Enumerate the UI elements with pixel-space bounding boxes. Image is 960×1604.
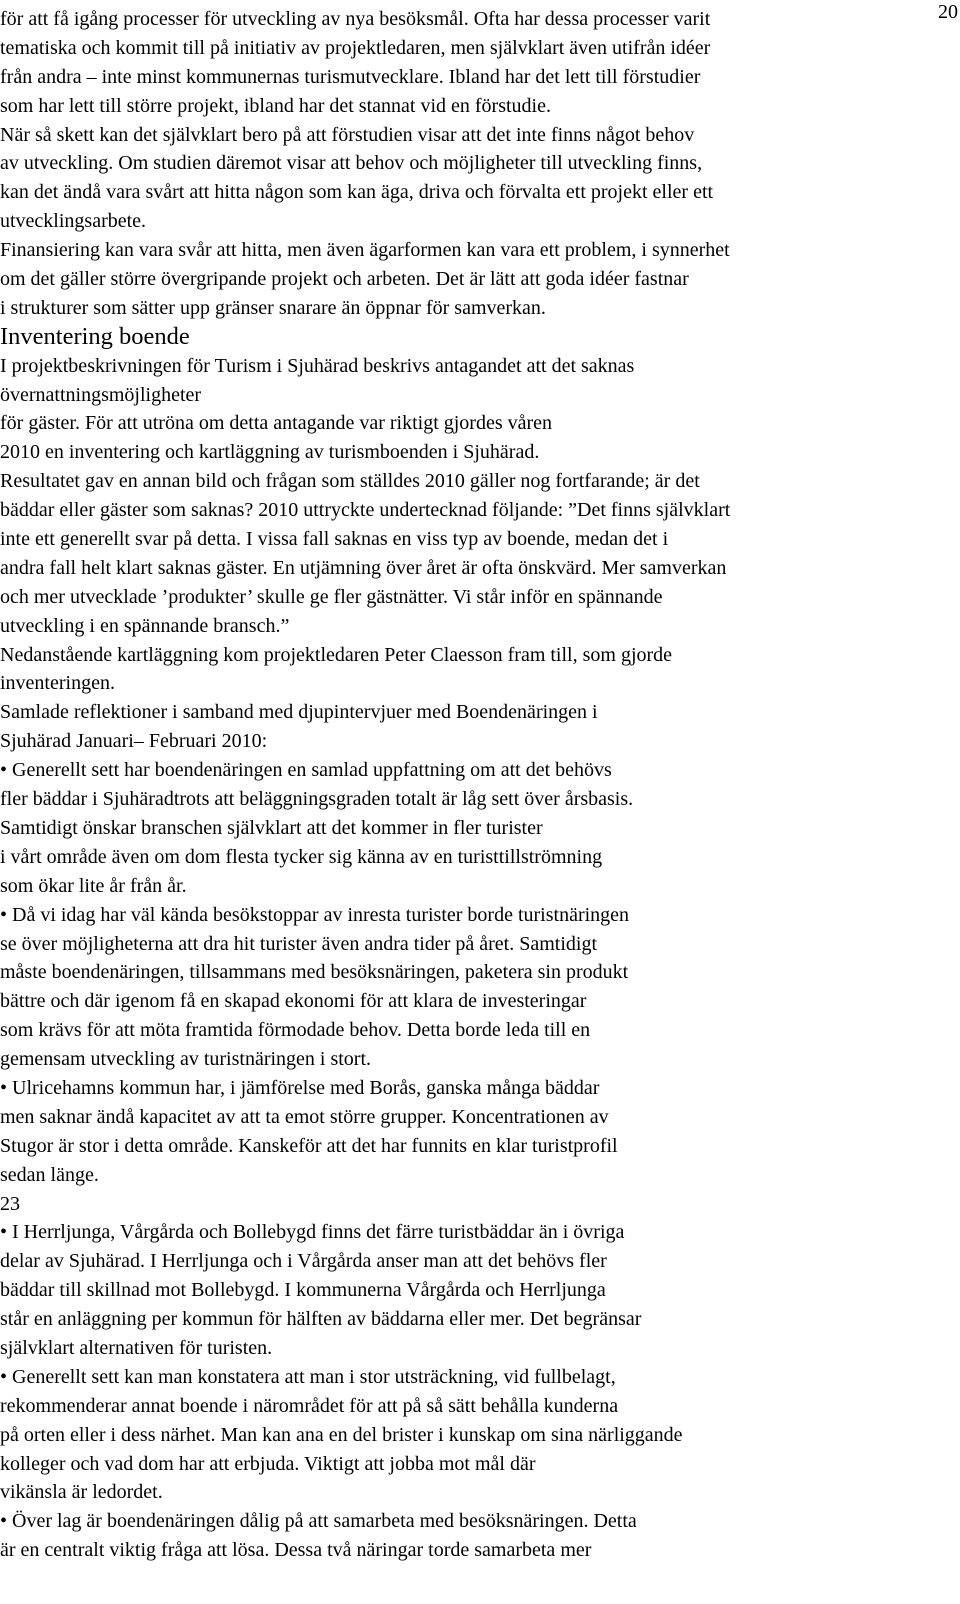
- text-line: Samtidigt önskar branschen självklart att det kommer in fler turister: [0, 816, 543, 839]
- text-line: för att få igång processer för utveckling av nya besöksmål. Ofta har dessa processer varit: [0, 8, 711, 30]
- text-line: tematiska och kommit till på initiativ av projektledaren, men självklart även utifrån idéer: [0, 36, 711, 59]
- text-line: i vårt område även om dom flesta tycker sig känna av en turisttillströmning: [0, 845, 603, 868]
- text-line: kolleger och vad dom har att erbjuda. Viktigt att jobba mot mål där: [0, 1452, 536, 1475]
- page-number: 20: [938, 1, 958, 23]
- bullet-line: • Generellt sett kan man konstatera att man i stor utsträckning, vid fullbelagt,: [0, 1365, 616, 1388]
- text-line: När så skett kan det självklart bero på att förstudien visar att det inte finns något behov: [0, 123, 695, 146]
- text-line: bättre och där igenom få en skapad ekonomi för att klara de investeringar: [0, 990, 587, 1013]
- text-line: för gäster. För att utröna om detta antagande var riktigt gjordes våren: [0, 412, 553, 435]
- text-line: utvecklingsarbete.: [0, 210, 147, 233]
- text-line: Sjuhärad Januari– Februari 2010:: [0, 730, 268, 753]
- text-line: från andra – inte minst kommunernas turismutvecklare. Ibland har det lett till förstudier: [0, 65, 701, 88]
- text-line: som ökar lite år från år.: [0, 874, 187, 897]
- text-line: om det gäller större övergripande projekt och arbeten. Det är lätt att goda idéer fastnar: [0, 268, 689, 291]
- text-line: av utveckling. Om studien däremot visar att behov och möjligheter till utveckling finns,: [0, 152, 703, 175]
- text-line: I projektbeskrivningen för Turism i Sjuhärad beskrivs antagandet att det saknas: [0, 354, 635, 377]
- text-line: Resultatet gav en annan bild och frågan som ställdes 2010 gäller nog fortfarande; är det: [0, 470, 700, 493]
- text-line: inventeringen.: [0, 672, 115, 695]
- text-line: delar av Sjuhärad. I Herrljunga och i Vårgårda anser man att det behövs fler: [0, 1250, 607, 1273]
- text-line: inte ett generellt svar på detta. I vissa fall saknas en viss typ av boende, medan det i: [0, 528, 669, 551]
- text-line: kan det ändå vara svårt att hitta någon som kan äga, driva och förvalta ett projekt eller ett: [0, 181, 714, 204]
- text-line: står en anläggning per kommun för hälften av bäddarna eller mer. Det begränsar: [0, 1308, 642, 1331]
- text-line: övernattningsmöjligheter: [0, 383, 202, 406]
- text-line: andra fall helt klart saknas gäster. En utjämning över året är ofta önskvärd. Mer samverkan: [0, 556, 727, 579]
- text-line: som krävs för att möta framtida förmodade behov. Detta borde leda till en: [0, 1019, 591, 1042]
- text-line: bäddar eller gäster som saknas? 2010 uttryckte undertecknad följande: ”Det finns självklart: [0, 499, 731, 522]
- text-line: utveckling i en spännande bransch.”: [0, 614, 290, 637]
- bullet-line: • Över lag är boendenäringen dålig på att samarbeta med besöksnäringen. Detta: [0, 1510, 637, 1533]
- text-line: se över möjligheterna att dra hit turister även andra tider på året. Samtidigt: [0, 932, 598, 955]
- text-line: fler bäddar i Sjuhäradtrots att beläggningsgraden totalt är låg sett över årsbasis.: [0, 788, 634, 811]
- text-line: som har lett till större projekt, ibland har det stannat vid en förstudie.: [0, 94, 551, 117]
- bullet-line: • Ulricehamns kommun har, i jämförelse med Borås, ganska många bäddar: [0, 1076, 600, 1099]
- bullet-line: • I Herrljunga, Vårgårda och Bollebygd finns det färre turistbäddar än i övriga: [0, 1221, 625, 1244]
- text-line: bäddar till skillnad mot Bollebygd. I kommunerna Vårgårda och Herrljunga: [0, 1279, 606, 1302]
- text-line: och mer utvecklade ’produkter’ skulle ge fler gästnätter. Vi står inför en spännande: [0, 585, 663, 608]
- text-line: Samlade reflektioner i samband med djupintervjuer med Boendenäringen i: [0, 701, 598, 724]
- section-heading: Inventering boende: [0, 322, 190, 350]
- text-line: på orten eller i dess närhet. Man kan ana en del brister i kunskap om sina närliggande: [0, 1423, 683, 1446]
- text-line: sedan länge.: [0, 1163, 99, 1186]
- text-line: måste boendenäringen, tillsammans med besöksnäringen, paketera sin produkt: [0, 961, 629, 984]
- bullet-line: • Generellt sett har boendenäringen en samlad uppfattning om att det behövs: [0, 759, 612, 782]
- document-page: [0, 5, 930, 1565]
- text-line: vikänsla är ledordet.: [0, 1481, 163, 1504]
- inline-page-number: 23: [0, 1192, 20, 1215]
- text-line: 2010 en inventering och kartläggning av turismboenden i Sjuhärad.: [0, 441, 540, 464]
- text-line: gemensam utveckling av turistnäringen i stort.: [0, 1048, 372, 1071]
- text-line: självklart alternativen för turisten.: [0, 1336, 273, 1359]
- bullet-line: • Då vi idag har väl kända besökstoppar av inresta turister borde turistnäringen: [0, 903, 630, 926]
- text-line: Nedanstående kartläggning kom projektledaren Peter Claesson fram till, som gjorde: [0, 643, 673, 666]
- text-line: Finansiering kan vara svår att hitta, men även ägarformen kan vara ett problem, i synnerhet: [0, 239, 730, 262]
- text-line: i strukturer som sätter upp gränser snarare än öppnar för samverkan.: [0, 296, 546, 319]
- text-line: rekommenderar annat boende i närområdet för att på så sätt behålla kunderna: [0, 1394, 619, 1417]
- text-line: är en centralt viktig fråga att lösa. Dessa två näringar torde samarbeta mer: [0, 1539, 592, 1562]
- text-line: men saknar ändå kapacitet av att ta emot större grupper. Koncentrationen av: [0, 1105, 609, 1128]
- text-line: Stugor är stor i detta område. Kanskeför att det har funnits en klar turistprofil: [0, 1134, 618, 1157]
